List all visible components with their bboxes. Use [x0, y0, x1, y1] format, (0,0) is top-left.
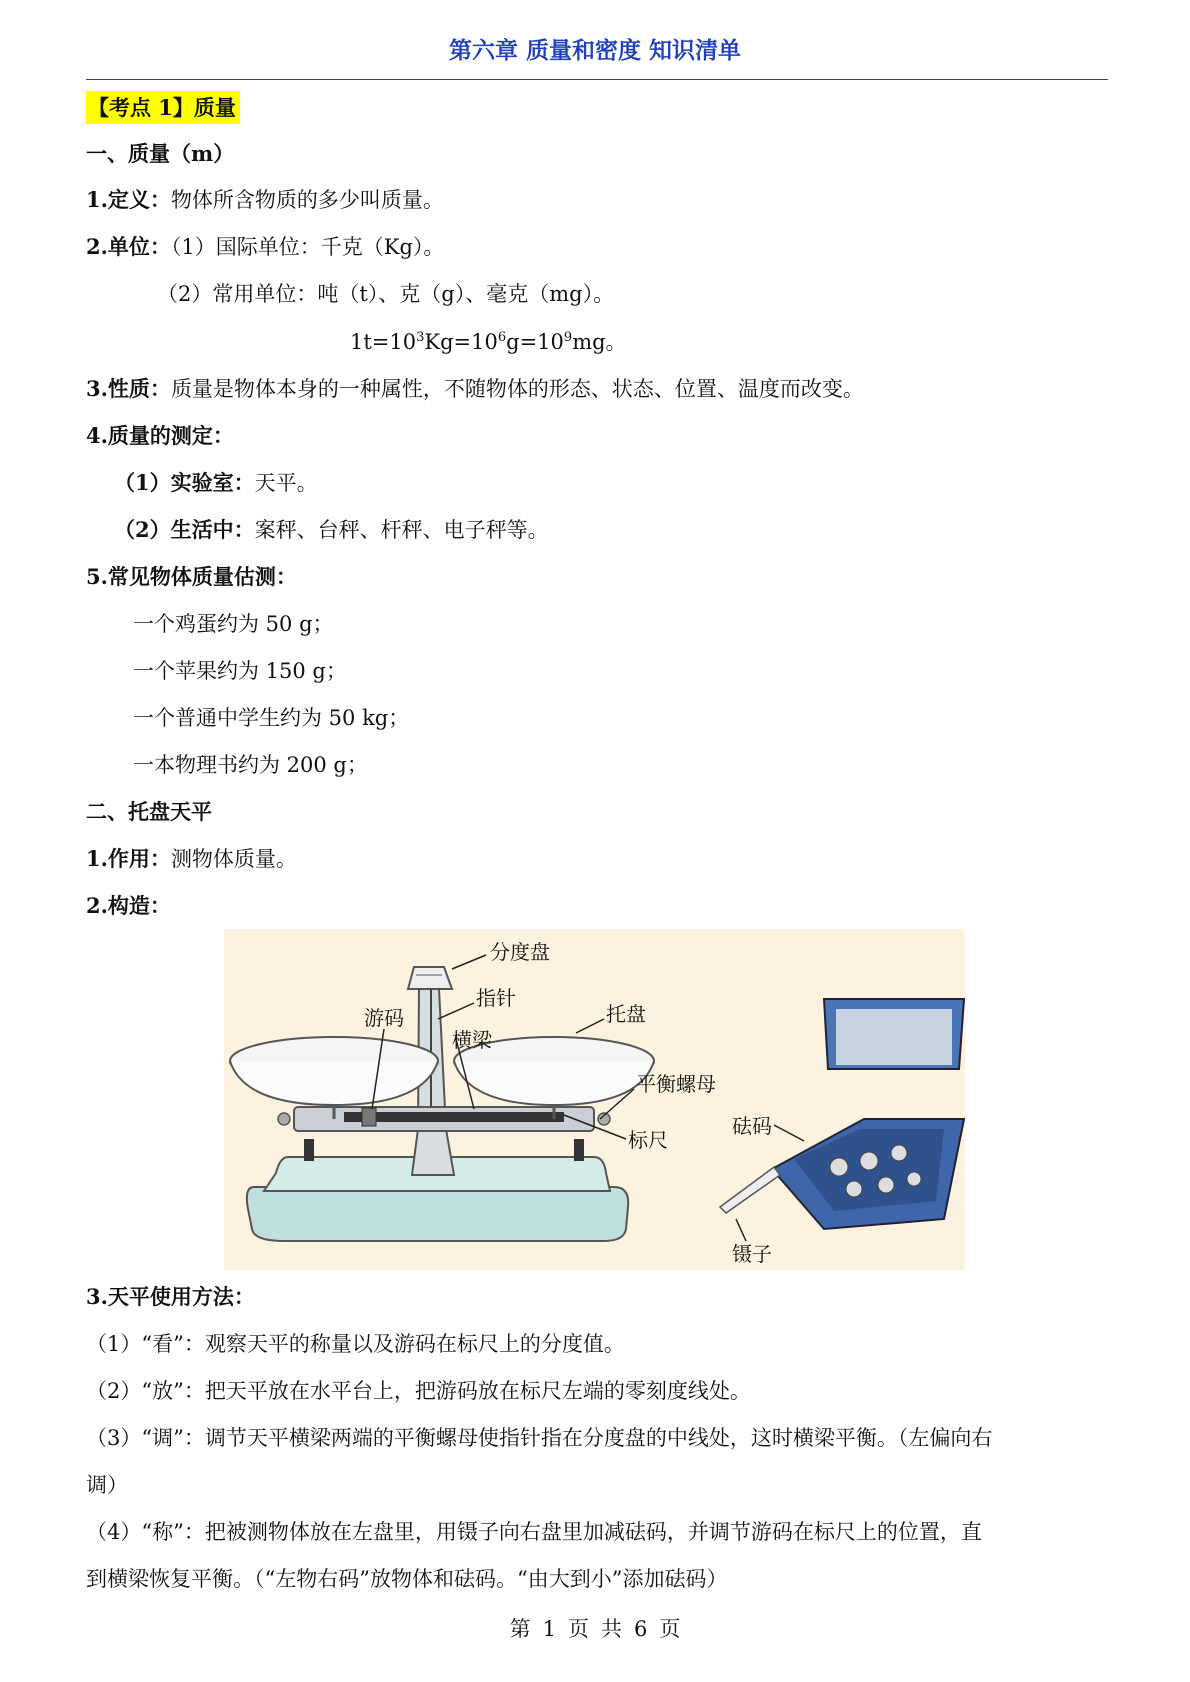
- section-tag-line: [86, 94, 240, 122]
- conv-part-b: Kg=10: [424, 330, 498, 354]
- definition-line: [86, 186, 444, 214]
- header-divider: [86, 79, 1108, 80]
- property-text: 质量是物体本身的一种属性，不随物体的形态、状态、位置、温度而改变。: [170, 377, 864, 401]
- balance-illustration: [224, 929, 965, 1270]
- conv-part-d: mg。: [572, 330, 627, 354]
- label-beam: 横梁: [452, 1028, 492, 1052]
- measure-life-text: 案秤、台秤、杆秤、电子秤等。: [254, 518, 549, 542]
- estimate-item: 一个鸡蛋约为 50 g；: [133, 612, 334, 636]
- use-text: 测物体质量。: [170, 847, 297, 871]
- property-label: 3.性质：: [86, 376, 171, 401]
- unit-line: [86, 233, 444, 261]
- label-pan: 托盘: [606, 1002, 646, 1026]
- label-dial: 分度盘: [490, 940, 550, 964]
- use-line: [86, 845, 297, 873]
- label-pointer: 指针: [476, 986, 516, 1010]
- label-rider: 游码: [364, 1006, 404, 1030]
- method-step-continued: 到横梁恢复平衡。（“左物右码”放物体和砝码。“由大到小”添加砝码）: [86, 1567, 728, 1591]
- unit-common-text: （2）常用单位：吨（t）、克（g）、毫克（mg）。: [157, 282, 615, 306]
- estimate-label: 5.常见物体质量估测：: [86, 564, 297, 589]
- definition-text: 物体所含物质的多少叫质量。: [170, 188, 444, 212]
- measure-life-label: （2）生活中：: [114, 517, 255, 542]
- conv-part-a: 1t=10: [350, 330, 417, 354]
- label-scale: 标尺: [628, 1128, 668, 1152]
- page-footer: [0, 1613, 1190, 1643]
- rider: [362, 1108, 376, 1126]
- conv-exp-3: 9: [563, 330, 573, 345]
- estimate-item: 一个普通中学生约为 50 kg；: [133, 706, 410, 730]
- heading-balance: 二、托盘天平: [86, 799, 212, 824]
- method-step: （1）“看”：观察天平的称量以及游码在标尺上的分度值。: [86, 1332, 625, 1356]
- conv-exp-1: 3: [416, 330, 425, 345]
- unit-conversion: [350, 328, 627, 356]
- section-tag-highlight: 【考点 1】质量: [86, 91, 240, 124]
- estimate-item: 一本物理书约为 200 g；: [133, 753, 368, 777]
- unit-label: 2.单位：: [86, 234, 171, 259]
- balance-beam: [278, 1107, 610, 1131]
- definition-label: 1.定义：: [86, 187, 171, 212]
- method-step: （3）“调”：调节天平横梁两端的平衡螺母使指针指在分度盘的中线处，这时横梁平衡。（左偏向右: [86, 1426, 993, 1450]
- measure-lab-line: [114, 469, 318, 497]
- method-step-continued: 调）: [86, 1473, 128, 1497]
- footer-text: 共: [601, 1617, 622, 1641]
- page-header-title: 第六章 质量和密度 知识清单: [448, 38, 741, 64]
- measure-lab-text: 天平。: [254, 471, 318, 495]
- scale-ruler: [344, 1112, 564, 1122]
- method-step: （2）“放”：把天平放在水平台上，把游码放在标尺左端的零刻度线处。: [86, 1379, 751, 1403]
- structure-label: 2.构造：: [86, 893, 171, 918]
- measure-lab-label: （1）实验室：: [114, 470, 255, 495]
- method-label: 3.天平使用方法：: [86, 1284, 255, 1309]
- label-nut: 平衡螺母: [636, 1072, 716, 1096]
- unit-si-text: （1）国际单位：千克（Kg）。: [170, 235, 445, 259]
- balance-nut-left: [278, 1113, 290, 1125]
- conv-exp-2: 6: [497, 330, 507, 345]
- conv-part-c: g=10: [506, 330, 564, 354]
- footer-text: 第: [509, 1617, 531, 1641]
- heading-mass: 一、质量（m）: [86, 141, 235, 166]
- method-step: （4）“称”：把被测物体放在左盘里，用镊子向右盘里加减砝码，并调节游码在标尺上的位置，直: [86, 1520, 982, 1544]
- label-tweezers: 镊子: [732, 1242, 772, 1266]
- property-line: [86, 375, 864, 403]
- footer-total-pages: 6: [634, 1617, 648, 1641]
- estimate-item: 一个苹果约为 150 g；: [133, 659, 347, 683]
- measure-label: 4.质量的测定：: [86, 423, 234, 448]
- use-label: 1.作用：: [86, 846, 171, 871]
- footer-text: 页: [659, 1617, 681, 1641]
- measure-life-line: [114, 516, 549, 544]
- footer-text: 页: [568, 1617, 589, 1641]
- label-weights: 砝码: [732, 1114, 772, 1138]
- footer-page-number: 1: [542, 1617, 556, 1641]
